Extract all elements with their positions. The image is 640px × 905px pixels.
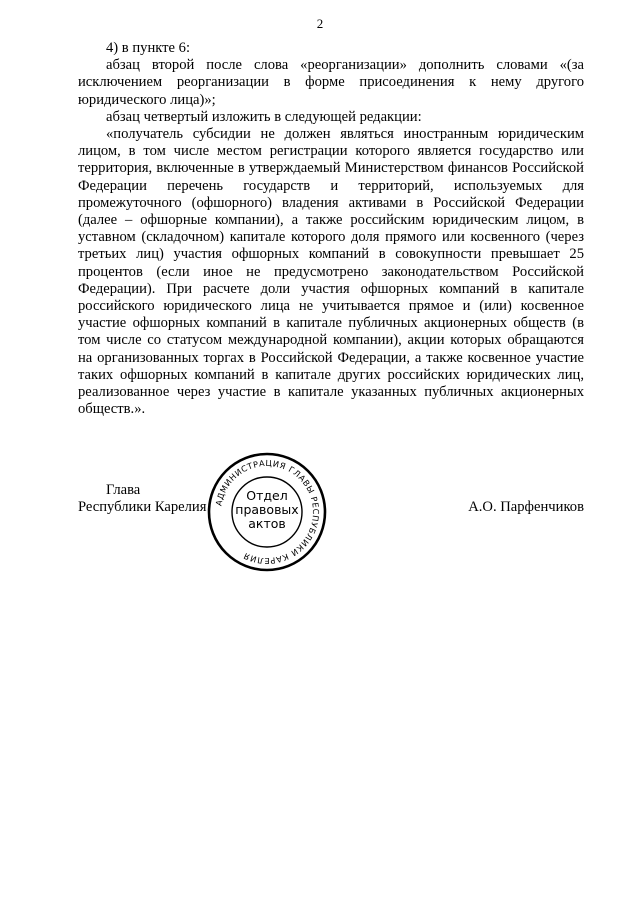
paragraph-fourth-abzats-intro: абзац четвертый изложить в следующей редакции: xyxy=(106,108,422,125)
signatory-title-line2: Республики Карелия xyxy=(78,499,207,516)
stamp-seal-graphic xyxy=(205,450,329,574)
signature-block xyxy=(78,478,584,558)
stamp-ring-text: АДМИНИСТРАЦИЯ ГЛАВЫ РЕСПУБЛИКИ КАРЕЛИЯ xyxy=(213,457,322,567)
signatory-title-line1: Глава xyxy=(106,482,141,498)
paragraph-second-abzats: абзац второй после слова «реорганизации» дополнить словами «(за исключением реорганизации в форме присоединения к нему другого юридического лица)»; xyxy=(78,57,584,108)
document-body xyxy=(78,40,584,418)
page-number: 2 xyxy=(316,16,324,31)
official-stamp xyxy=(205,450,329,574)
paragraph-new-wording: «получатель субсидии не должен являться иностранным юридическим лицом, в том числе местом регистрации которого является государство или территория, включенные в утверждаемый Министерством финансов Российской Федерации перечень государств и территорий, используемых для промежуточного (офшорного) владения активами в Российской Федерации (далее – офшорные компании), а также российским юридическим лицом, в уставном (складочном) капитале которого доля прямого или косвенного (через третьих лиц) участия офшорных компаний в совокупности превышает 25 процентов (если иное не предусмотрено законодательством Российской Федерации). При расчете доли участия офшорных компаний в капитале российского юридического лица не учитывается прямое и (или) косвенное участие офшорных компаний в капитале публичных акционерных обществ (в том числе со статусом международной компании), акции которых обращаются на организованных торгах в Российской Федерации, а также косвенное участие таких офшорных компаний в капитале других российских юридических лиц, реализованное через участие в капитале указанных публичных акционерных обществ.». xyxy=(78,126,584,418)
paragraph-item-4: 4) в пункте 6: xyxy=(106,40,191,56)
stamp-center-line3: актов xyxy=(248,516,286,531)
stamp-center-line1: Отдел xyxy=(246,488,288,503)
signatory-name: А.О. Парфенчиков xyxy=(468,499,584,515)
stamp-center-line2: правовых xyxy=(235,502,299,517)
